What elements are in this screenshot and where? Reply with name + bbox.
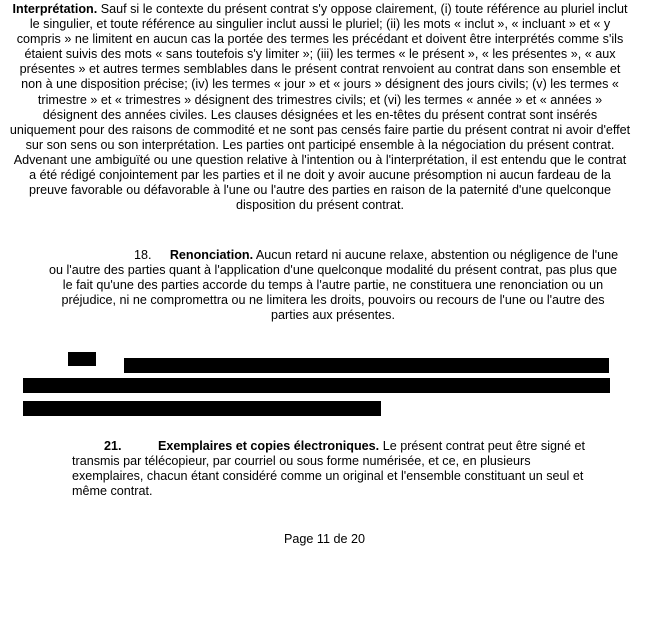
section-18-paragraph bbox=[43, 248, 623, 323]
redaction-bar-2 bbox=[124, 358, 609, 373]
section-18-number: 18. bbox=[134, 248, 152, 262]
section-21-body: Le présent contrat peut être signé et transmis par télécopieur, par courriel ou sous forme numérisée, et ce, en plusieurs exemplaires, chacun étant considéré comme un original et l'ensemble constituant un seul et même contrat. bbox=[72, 439, 586, 499]
interpretation-paragraph bbox=[9, 2, 631, 213]
page-number: Page 11 de 20 bbox=[284, 532, 365, 546]
section-21-number: 21. bbox=[104, 439, 122, 453]
section-18-heading: Renonciation. bbox=[169, 248, 254, 262]
interpretation-body: Sauf si le contexte du présent contrat s'y oppose clairement, (i) toute référence au pluriel inclut le singulier, et toute référence au singulier inclut aussi le pluriel; (ii) les mots « inclut », « incluant » et « y compris » ne limitent en aucun cas la portée des termes les précédant et doivent être interprétés comme s'ils étaient suivis des mots « sans toutefois s'y limiter »; (iii) les termes « le présent », « les présentes », « aux présentes » et autres termes semblables dans le présent contrat renvoient au contrat dans son ensemble et non à une disposition précise; (iv) les termes « jour » et « jours » désignent des jours civils; (v) les termes « trimestre » et « trimestres » désignent des trimestres civils; et (vi) les termes « année » et « années » désignent des années civiles. Les clauses désignées et les en-têtes du présent contrat sont insérés uniquement pour des raisons de commodité et ne sont pas censés faire partie du présent contrat ni avoir d'effet sur son sens ou son interprétation. Les parties ont participé ensemble à la négociation du présent contrat. Advenant une ambiguïté ou une question relative à l'intention ou à l'interprétation, il est entendu que le contrat a été rédigé conjointement par les parties et il ne doit y avoir aucune présomption ni aucun fardeau de la preuve favorable ou défavorable à l'une ou l'autre des parties en raison de la paternité d'une quelconque disposition du présent contrat. bbox=[9, 2, 631, 213]
redaction-bar-4 bbox=[23, 401, 381, 416]
section-21-heading: Exemplaires et copies électroniques. bbox=[158, 439, 380, 453]
section-21-paragraph bbox=[72, 439, 592, 499]
section-18-body: Aucun retard ni aucune relaxe, abstention ou négligence de l'une ou l'autre des parties quant à l'application d'une quelconque modalité du présent contrat, pas plus que le fait qu'une des parties accorde du temps à l'autre partie, ne constituera une renonciation ou un préjudice, ni ne compromettra ou ne limitera les droits, pouvoirs ou recours de l'une ou l'autre des parties aux présentes. bbox=[48, 248, 619, 323]
redaction-bar-3 bbox=[23, 378, 610, 393]
redaction-bar-1 bbox=[68, 352, 96, 366]
interpretation-heading: Interprétation. bbox=[12, 2, 98, 16]
